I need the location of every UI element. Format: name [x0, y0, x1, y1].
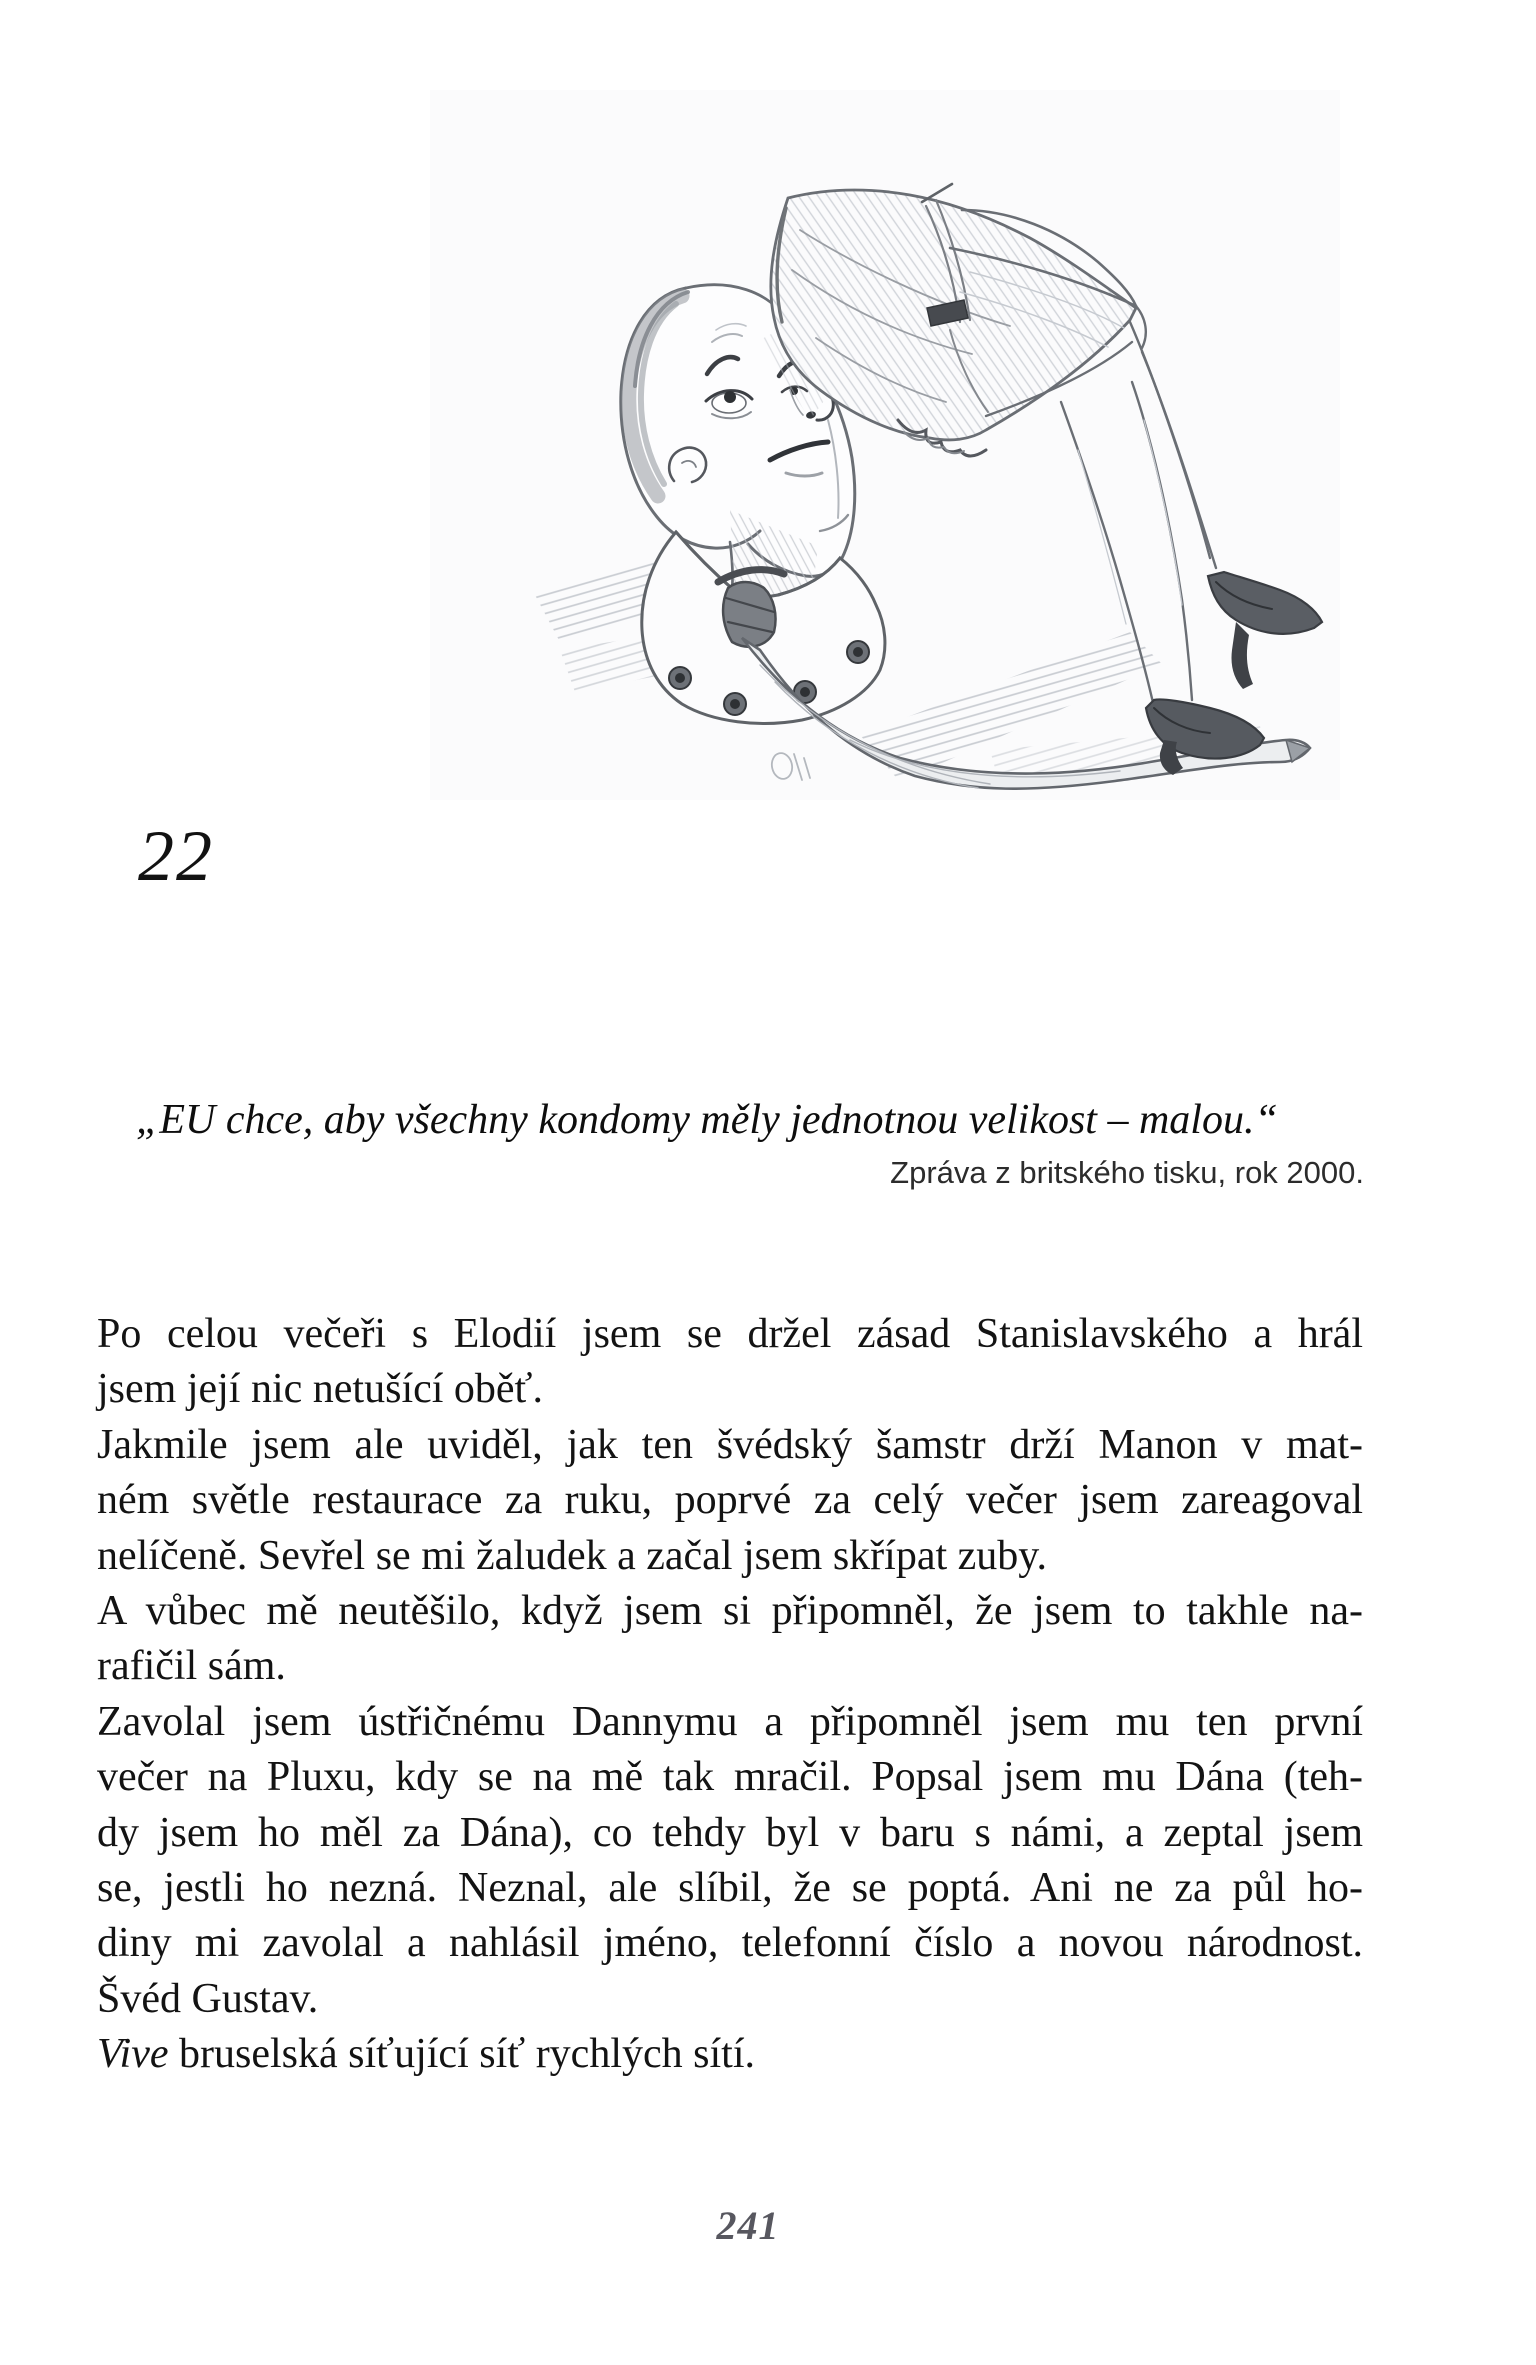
epigraph-source: Zpráva z britského tisku, rok 2000. — [890, 1155, 1364, 1190]
body-line: A vůbec mě neutěšilo, když jsem si připomněl, že jsem to takhle na- — [97, 1588, 1363, 1635]
body-line: dy jsem ho měl za Dána), co tehdy byl v baru s námi, a zeptal jsem — [97, 1809, 1363, 1856]
chapter-number: 22 — [138, 816, 214, 896]
epigraph-quote: „EU chce, aby všechny kondomy měly jednotnou velikost – malou.“ — [136, 1097, 1278, 1143]
body-line: Švéd Gustav. — [97, 1975, 319, 2022]
page-number: 241 — [716, 2203, 780, 2248]
chapter-illustration — [430, 90, 1340, 800]
body-line: Jakmile jsem ale uviděl, jak ten švédský šamstr drží Manon v mat- — [97, 1421, 1363, 1468]
body-line: nelíčeně. Sevřel se mi žaludek a začal jsem skřípat zuby. — [97, 1532, 1048, 1579]
body-line: diny mi zavolal a nahlásil jméno, telefonní číslo a novou národnost. — [97, 1920, 1363, 1967]
body-text — [97, 1307, 1363, 2083]
body-line: Po celou večeři s Elodií jsem se držel zásad Stanislavského a hrál — [97, 1311, 1363, 1357]
body-line: ném světle restaurace za ruku, poprvé za celý večer jsem zareagoval — [97, 1477, 1363, 1524]
body-line: jsem její nic netušící oběť. — [97, 1366, 544, 1413]
body-line: rafičil sám. — [97, 1643, 286, 1690]
body-line: Vive bruselská síťující síť rychlých sítí. — [97, 2031, 755, 2078]
body-line: Zavolal jsem ústřičnému Dannymu a připomněl jsem mu ten první — [97, 1698, 1363, 1745]
body-line: se, jestli ho nezná. Neznal, ale slíbil, že se poptá. Ani ne za půl ho- — [97, 1865, 1363, 1912]
body-line: večer na Pluxu, kdy se na mě tak mračil. Popsal jsem mu Dána (teh- — [97, 1754, 1363, 1801]
